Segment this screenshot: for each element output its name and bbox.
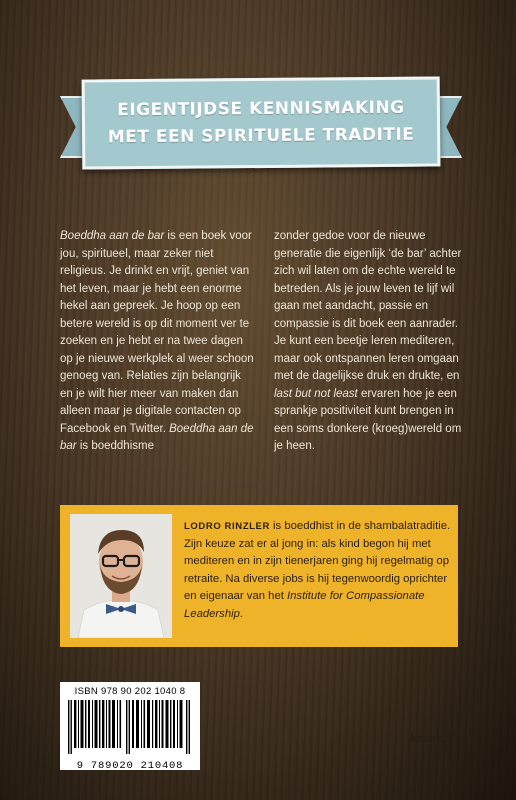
author-bio-end: .: [239, 607, 244, 620]
blurb-left-paragraph: [60, 228, 256, 456]
author-name: LODRO RINZLER: [184, 521, 270, 532]
isbn-label: ISBN 978 90 202 1040 8: [74, 686, 186, 697]
banner-line-1: EIGENTIJDSE KENNISMAKING: [117, 97, 405, 121]
barcode-number: 9 789020 210408: [76, 760, 184, 772]
book-title-italic: Boeddha aan de bar: [60, 230, 165, 242]
blurb-right-tail: ervaren hoe je een sprankje positiviteit kunt brengen in een soms donkere (kroeg)wereld om je heen.: [274, 387, 462, 452]
author-institute: Institute for Compassionate Leadership: [184, 590, 425, 620]
author-portrait-icon: [70, 514, 172, 638]
title-banner: [82, 78, 440, 176]
blurb-left-text: is een boek voor jou, spiritueel, maar zeker niet religieus. Je drinkt en vrijt, geniet van het leven, maar je hebt een enorme hekel aan gepreek. Je hoop op een betere wereld is op dit moment ver te zoeken en je hebt er na twee dagen op je nieuwe werkplek al weer schoon genoeg van. Relaties zijn belangrijk en je wilt hier meer van maken dan alleen maar je digitale contacten op Facebook en Twitter.: [60, 230, 254, 435]
book-title-italic-2: Boeddha aan de bar: [60, 422, 254, 452]
barcode-icon: [66, 700, 192, 754]
blurb-right-column: [274, 228, 470, 456]
blurb-right-italic: last but not least: [274, 387, 358, 400]
publisher-logo: kosmos: [410, 733, 452, 745]
author-photo: [70, 514, 172, 638]
blurb-left-column: [60, 228, 256, 456]
blurb-right-text: zonder gedoe voor de nieuwe generatie die eigenlijk ‘de bar’ achter zich wil laten om de echte wereld te betreden. Als je jouw leven te lijf wil gaan met aandacht, passie en compassie is dit boek een aanrader. Je kunt een beetje leren mediteren, maar ook ontspannen leren omgaan met de dagelijkse druk en drukte, en: [274, 230, 462, 382]
blurb-right-paragraph: [274, 228, 470, 456]
barcode-block: [60, 682, 200, 770]
blurb-columns: [60, 228, 470, 456]
author-bio: [184, 518, 452, 624]
author-panel: [60, 505, 458, 647]
blurb-left-tail: is boeddhisme: [76, 440, 154, 452]
banner-line-2: MET EEN SPIRITUELE TRADITIE: [107, 124, 415, 148]
author-bio-text: is boeddhist in de shambalatraditie. Zijn keuze zat er al jong in: als kind begon hij met mediteren en in zijn tienerjaren ging hij regelmatig op retraite. Na diverse jobs is hij tegenwoordig oprichter en eigenaar van het: [184, 520, 451, 603]
banner-plate: [82, 76, 441, 169]
